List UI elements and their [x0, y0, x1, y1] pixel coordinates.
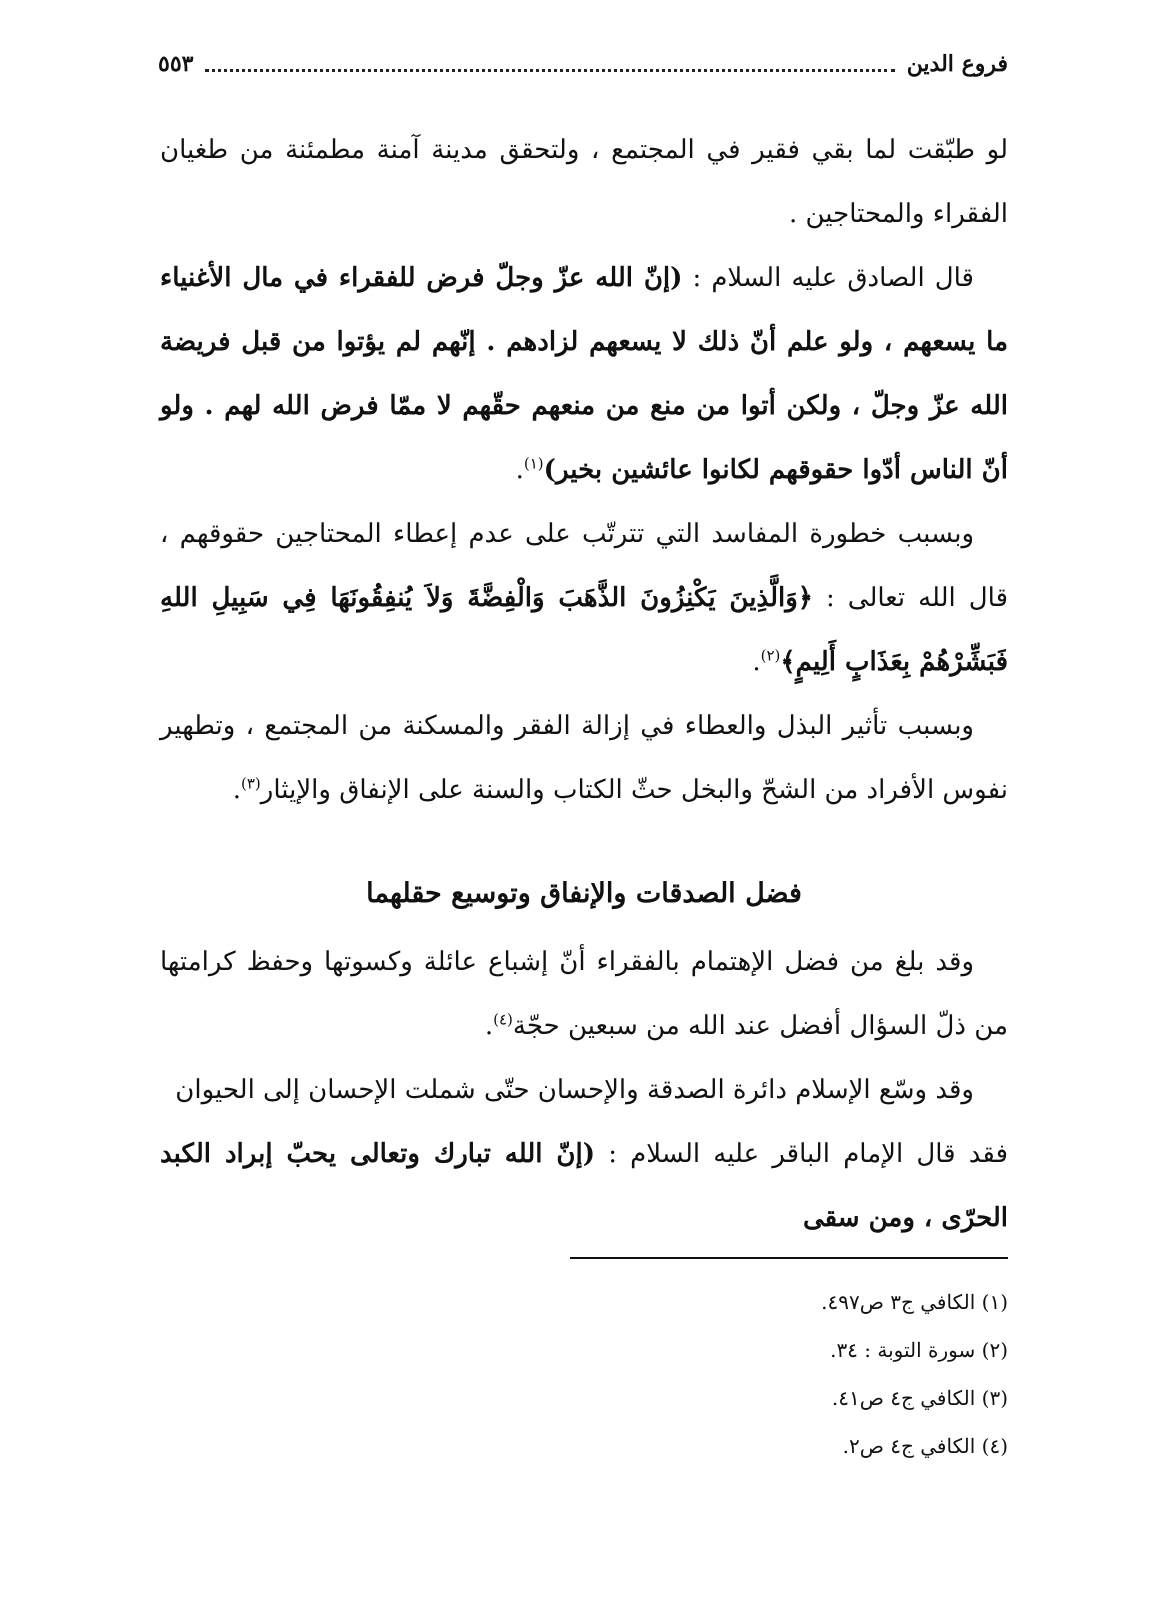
main-text	[160, 118, 1008, 1250]
paragraph-2-end: .	[515, 455, 524, 485]
paragraph-2	[160, 246, 1008, 502]
quran-verse: ﴿وَالَّذِينَ يَكْنِزُونَ الذَّهَبَ وَالْفِضَّةَ وَلاَ يُنفِقُونَهَا فِي سَبِيلِ اللهِ فَبَشِّرْهُمْ بِعَذَابٍ أَلِيمٍ﴾	[160, 583, 1008, 677]
footnote-3: (٣) الكافي ج٤ ص٤١.	[831, 1386, 1008, 1410]
paragraph-5-text: وقد بلغ من فضل الإهتمام بالفقراء أنّ إشباع عائلة وكسوتها وحفظ كرامتها من ذلّ السؤال أفضل عند الله من سبعين حجّة	[160, 947, 1008, 1041]
paragraph-2-intro: قال الصادق عليه السلام :	[682, 263, 974, 293]
paragraph-4-end: .	[232, 775, 241, 805]
paragraph-3-end: .	[752, 647, 761, 677]
footnotes	[560, 1278, 1008, 1470]
paragraph-7-intro: فقد قال الإمام الباقر عليه السلام :	[595, 1139, 1008, 1169]
paragraph-3-intro: وبسبب خطورة المفاسد التي تترتّب على عدم إعطاء المحتاجين حقوقهم ، قال الله تعالى :	[160, 519, 1008, 613]
header-leader-dots	[205, 69, 894, 72]
paragraph-6: وقد وسّع الإسلام دائرة الصدقة والإحسان حتّى شملت الإحسان إلى الحيوان	[175, 1075, 974, 1105]
running-header	[158, 44, 1008, 84]
footnote-4: (٤) الكافي ج٤ ص٢.	[842, 1434, 1008, 1458]
section-heading: فضل الصدقات والإنفاق وتوسيع حقلهما	[366, 878, 802, 909]
paragraph-1: لو طبّقت لما بقي فقير في المجتمع ، ولتحقق مدينة آمنة مطمئنة من طغيان الفقراء والمحتاجين .	[160, 135, 1008, 229]
hadith-quote-baqir: (إنّ الله تبارك وتعالى يحبّ إبراد الكبد الحرّى ، ومن سقى	[160, 1139, 1008, 1233]
footnote-separator	[570, 1257, 1008, 1259]
footnote-1: (١) الكافي ج٣ ص٤٩٧.	[821, 1290, 1008, 1314]
paragraph-4	[160, 694, 1008, 822]
footnote-2: (٢) سورة التوبة : ٣٤.	[830, 1338, 1008, 1362]
footnote-ref-3: (٣)	[240, 774, 261, 793]
paragraph-4-text: وبسبب تأثير البذل والعطاء في إزالة الفقر والمسكنة من المجتمع ، وتطهير نفوس الأفراد من الشحّ والبخل حثّ الكتاب والسنة على الإنفاق والإيثار	[160, 711, 1008, 805]
footnote-ref-2: (٢)	[760, 646, 781, 665]
paragraph-3	[160, 502, 1008, 694]
page-number: ٥٥٣	[158, 51, 194, 77]
chapter-title: فروع الدين	[906, 51, 1008, 77]
paragraph-7	[160, 1122, 1008, 1250]
paragraph-5	[160, 930, 1008, 1058]
footnote-ref-1: (١)	[523, 454, 544, 473]
hadith-quote-sadiq: (إنّ الله عزّ وجلّ فرض للفقراء في مال الأغنياء ما يسعهم ، ولو علم أنّ ذلك لا يسعهم لزادهم . إنّهم لم يؤتوا من قبل فريضة الله عزّ وجلّ ، ولكن أتوا من منع من منعهم حقّهم لا ممّا فرض الله لهم . ولو أنّ الناس أدّوا حقوقهم لكانوا عائشين بخير)	[160, 263, 1008, 485]
footnote-ref-4: (٤)	[493, 1010, 513, 1029]
paragraph-5-end: .	[484, 1011, 494, 1041]
